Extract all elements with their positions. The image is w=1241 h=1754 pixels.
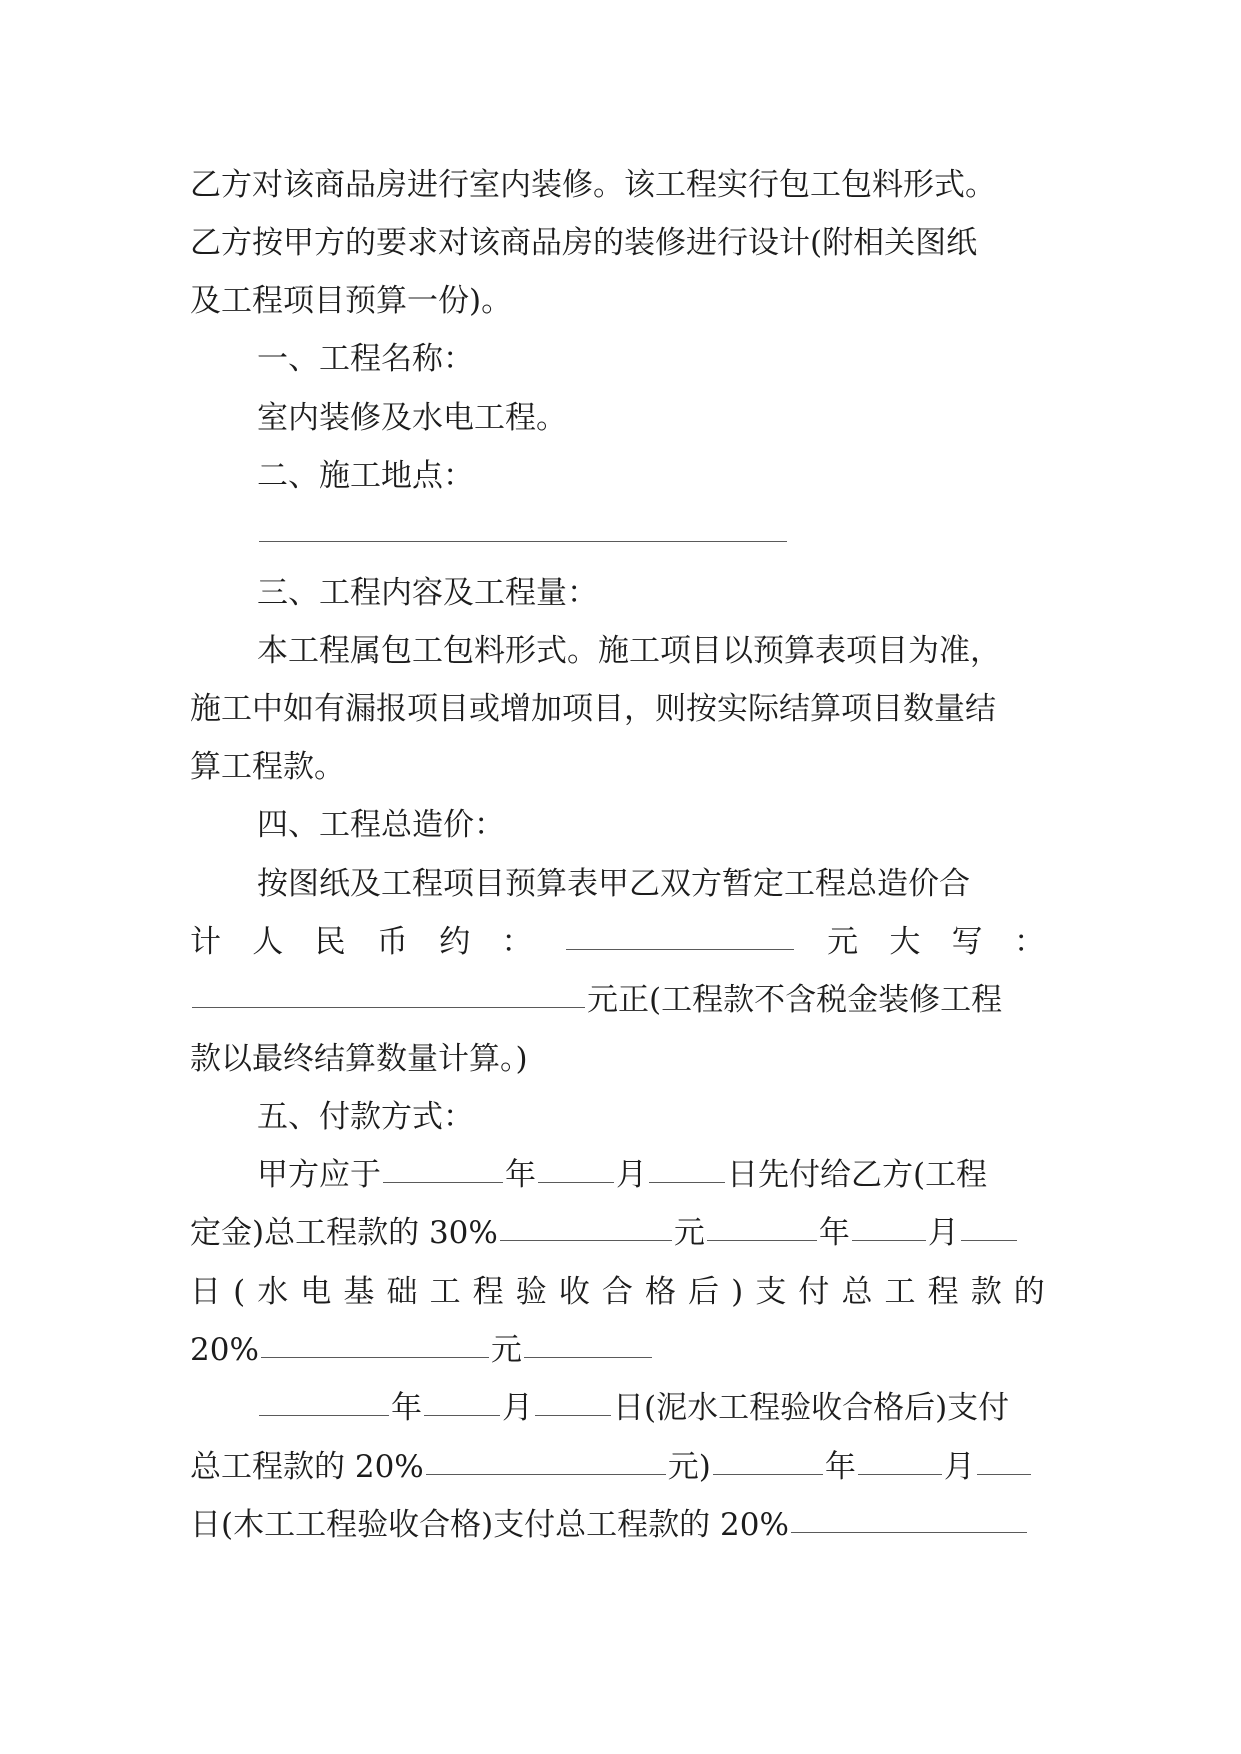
blank-year xyxy=(713,1474,823,1475)
text-segment: ( xyxy=(233,1274,246,1310)
location-fill-line xyxy=(257,513,1045,555)
text-segment: 日(木工工程验收合格)支付总工程款的 20% xyxy=(190,1507,789,1543)
text-segment: 基 xyxy=(343,1274,375,1310)
text-segment: 年 xyxy=(391,1390,422,1426)
paragraph-line-payment-4 xyxy=(190,1329,1045,1371)
text-segment: 币 xyxy=(376,924,408,960)
section-heading-location: 二、施工地点： xyxy=(257,458,474,494)
paragraph-line-amount-words xyxy=(190,979,1045,1021)
blank-amount-figures xyxy=(566,949,794,950)
text-segment: 元正(工程款不含税金装修工程 xyxy=(587,982,1003,1018)
section-heading-payment: 五、付款方式： xyxy=(257,1099,474,1135)
text-segment: 大 xyxy=(889,924,921,960)
text-segment: 款 xyxy=(970,1274,1002,1310)
text-segment: 格 xyxy=(644,1274,676,1310)
paragraph-line-amount xyxy=(190,921,1045,963)
paragraph-line-payment-3 xyxy=(190,1271,1045,1313)
blank-month xyxy=(852,1240,926,1241)
blank-year xyxy=(383,1182,503,1183)
text-segment: 的 xyxy=(1013,1274,1045,1310)
paragraph-line-payment-1 xyxy=(257,1154,1045,1196)
paragraph-line: 室内装修及水电工程。 xyxy=(257,400,567,436)
text-segment: ： xyxy=(1013,924,1045,960)
section-heading-project-name: 一、工程名称： xyxy=(257,341,474,377)
blank-amount xyxy=(791,1532,1027,1533)
text-segment: 约 xyxy=(439,924,471,960)
text-segment: 年 xyxy=(505,1157,536,1193)
blank-month xyxy=(858,1474,942,1475)
text-segment: 总 xyxy=(841,1274,873,1310)
text-segment: 础 xyxy=(386,1274,418,1310)
text-segment: 民 xyxy=(314,924,346,960)
paragraph-line: 乙方按甲方的要求对该商品房的装修进行设计(附相关图纸 xyxy=(190,225,978,261)
paragraph-line-payment-7 xyxy=(190,1504,1045,1546)
blank-amount-words xyxy=(192,1007,585,1008)
text-segment: 20% xyxy=(190,1332,259,1368)
paragraph-line: 算工程款。 xyxy=(190,749,345,785)
text-segment: 总工程款的 20% xyxy=(190,1449,424,1485)
text-segment: 元 xyxy=(490,1332,522,1368)
text-segment: ) xyxy=(731,1274,744,1310)
blank-day xyxy=(961,1240,1017,1241)
paragraph-line-payment-5 xyxy=(257,1387,1045,1429)
text-segment: 程 xyxy=(472,1274,504,1310)
blank-year xyxy=(707,1240,817,1241)
blank-amount xyxy=(261,1357,489,1358)
blank-amount xyxy=(500,1240,672,1241)
blank-day xyxy=(977,1474,1031,1475)
paragraph-line: 及工程项目预算一份)。 xyxy=(190,283,513,319)
blank-location xyxy=(259,541,787,542)
paragraph-line-payment-6 xyxy=(190,1446,1045,1488)
text-segment: 日(泥水工程验收合格后)支付 xyxy=(613,1390,1010,1426)
text-segment: 工 xyxy=(884,1274,916,1310)
paragraph-line: 乙方对该商品房进行室内装修。该工程实行包工包料形式。 xyxy=(190,167,996,203)
blank-year xyxy=(259,1415,389,1416)
text-segment: 验 xyxy=(515,1274,547,1310)
text-segment: 定金)总工程款的 30% xyxy=(190,1215,498,1251)
text-segment: 月 xyxy=(502,1390,533,1426)
text-segment: 合 xyxy=(601,1274,633,1310)
blank-amount xyxy=(426,1474,666,1475)
text-segment: 电 xyxy=(300,1274,332,1310)
paragraph-line: 施工中如有漏报项目或增加项目，则按实际结算项目数量结 xyxy=(190,691,996,727)
paragraph-line-payment-2 xyxy=(190,1212,1045,1254)
blank-month xyxy=(424,1415,500,1416)
text-segment: 人 xyxy=(252,924,284,960)
paragraph-line: 款以最终结算数量计算。) xyxy=(190,1041,528,1077)
paragraph-line: 本工程属包工包料形式。施工项目以预算表项目为准， xyxy=(257,633,1001,669)
text-segment: 付 xyxy=(798,1274,830,1310)
text-segment: 支 xyxy=(755,1274,787,1310)
text-segment: 工 xyxy=(429,1274,461,1310)
blank-day xyxy=(535,1415,611,1416)
text-segment: 元 xyxy=(827,924,859,960)
section-heading-content: 三、工程内容及工程量： xyxy=(257,575,598,611)
text-segment: 年 xyxy=(818,1215,850,1251)
blank-date xyxy=(524,1357,652,1358)
blank-month xyxy=(538,1182,614,1183)
text-segment: 元) xyxy=(667,1449,711,1485)
blank-day xyxy=(649,1182,725,1183)
text-segment: 日先付给乙方(工程 xyxy=(727,1157,988,1193)
text-segment: 程 xyxy=(927,1274,959,1310)
text-segment: 收 xyxy=(558,1274,590,1310)
text-segment: 写 xyxy=(951,924,983,960)
text-segment: 元 xyxy=(673,1215,705,1251)
text-segment: 月 xyxy=(943,1449,975,1485)
text-segment: 计 xyxy=(190,924,221,960)
text-segment: 日 xyxy=(190,1274,221,1310)
text-segment: 年 xyxy=(824,1449,856,1485)
text-segment: 甲方应于 xyxy=(257,1157,381,1193)
text-segment: 月 xyxy=(927,1215,959,1251)
section-heading-total-cost: 四、工程总造价： xyxy=(257,807,505,843)
text-segment: 月 xyxy=(616,1157,647,1193)
paragraph-line: 按图纸及工程项目预算表甲乙双方暂定工程总造价合 xyxy=(257,866,970,902)
text-segment: 水 xyxy=(257,1274,289,1310)
text-segment: 后 xyxy=(688,1274,720,1310)
text-segment: ： xyxy=(501,924,533,960)
